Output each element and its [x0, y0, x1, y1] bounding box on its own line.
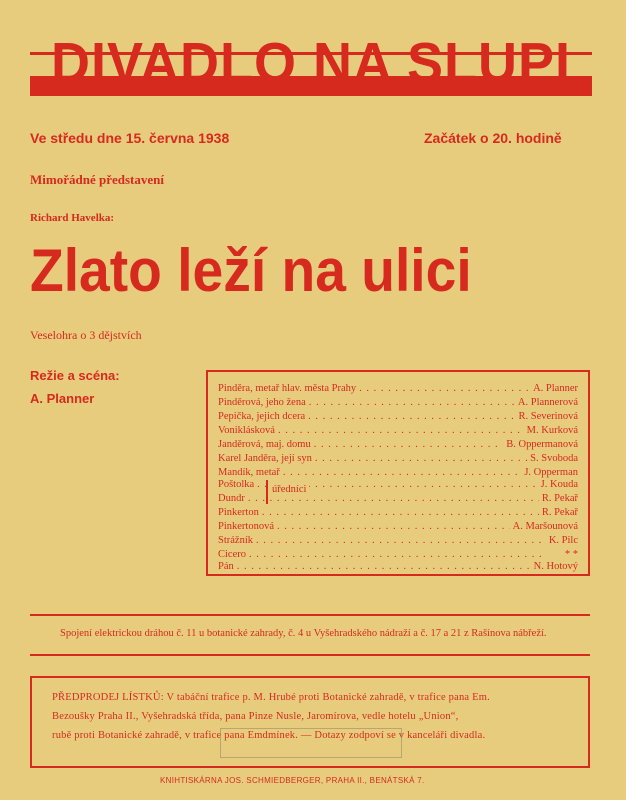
play-genre: Veselohra o 3 dějstvích [30, 328, 142, 342]
cast-role: Mandík, metař [218, 467, 280, 478]
cast-role: Poštolka [218, 479, 255, 490]
cast-role: Karel Janděra, její syn [218, 453, 312, 464]
cast-actor: N. Hotový [533, 561, 578, 572]
cast-actor: R. Severinová [518, 411, 578, 422]
start-time: Začátek o 20. hodině [424, 130, 562, 146]
cast-role: Voniklásková [218, 425, 275, 436]
group-label: úředníci [272, 484, 309, 495]
cast-actor: A. Planner [533, 383, 578, 394]
cast-role: Strážník [218, 535, 253, 546]
cast-row [218, 396, 578, 410]
cast-actor: R. Pekař [541, 493, 578, 504]
cast-actor: J. Opperman [524, 467, 578, 478]
cast-actor: S. Svoboda [530, 453, 578, 464]
cast-role: Pinděrová, jeho žena [218, 397, 306, 408]
cast-actor: K. Pilc [548, 535, 578, 546]
group-bracket [266, 480, 268, 504]
theatre-title: DIVADLO NA SLUPI [50, 31, 571, 95]
cast-role: Janděrová, maj. domu [218, 439, 311, 450]
cast-row [218, 534, 578, 548]
cast-actor: R. Pekař [541, 507, 578, 518]
play-title: Zlato leží na ulici [30, 237, 472, 304]
cast-row [218, 520, 578, 534]
cast-actor: A. Plannerová [517, 397, 578, 408]
cast-actor: B. Oppermanová [506, 439, 578, 450]
performance-date: Ve středu dne 15. června 1938 [30, 130, 230, 146]
cast-row [218, 452, 578, 466]
cast-role: Dundr [218, 493, 245, 504]
divider [30, 654, 590, 656]
cast-role: Pinkertonová [218, 521, 274, 532]
cast-role: Pinkerton [218, 507, 259, 518]
archive-stamp [220, 728, 402, 758]
sale-line: rubě proti Botanické zahradě, v trafice pana Emdmínek. — Dotazy zodpoví se v kanceláři divadla. [52, 730, 486, 741]
director-name: A. Planner [30, 391, 95, 406]
divider [30, 614, 590, 616]
cast-role: Pinděra, metař hlav. města Prahy [218, 383, 357, 394]
cast-list [206, 370, 590, 576]
cast-row [218, 438, 578, 452]
cast-role: Cicero [218, 549, 246, 560]
cast-row [218, 424, 578, 438]
printer-imprint: KNIHTISKÁRNA JOS. SCHMIEDBERGER, PRAHA II., BENÁTSKÁ 7. [160, 776, 425, 785]
cast-row [218, 560, 578, 574]
cast-role: Pán [218, 561, 234, 572]
sale-line: Bezoušky Praha II., Vyšehradská třída, pana Pinze Nusle, Jaromírova, vedle hotelu „Union“, [52, 711, 459, 722]
title-banner [30, 32, 592, 94]
cast-row [218, 382, 578, 396]
cast-actor: A. Maršounová [512, 521, 578, 532]
cast-actor: J. Kouda [540, 479, 578, 490]
sale-line: PŘEDPRODEJ LÍSTKŮ: V tabáční trafice p. M. Hrubé proti Botanické zahradě, v trafice pana Em. [52, 692, 490, 703]
cast-actor: M. Kurková [526, 425, 578, 436]
cast-row [218, 410, 578, 424]
special-performance: Mimořádné představení [30, 172, 164, 187]
transport-info: Spojení elektrickou dráhou č. 11 u botanické zahrady, č. 4 u Vyšehradského nádraží a č. 17 a 21 z Rašínova nábřeží. [60, 628, 547, 639]
cast-row [218, 506, 578, 520]
cast-role: Pepička, jejich dcera [218, 411, 306, 422]
author: Richard Havelka: [30, 212, 115, 224]
cast-actor: * * [564, 549, 578, 560]
direction-label: Režie a scéna: [30, 368, 120, 383]
